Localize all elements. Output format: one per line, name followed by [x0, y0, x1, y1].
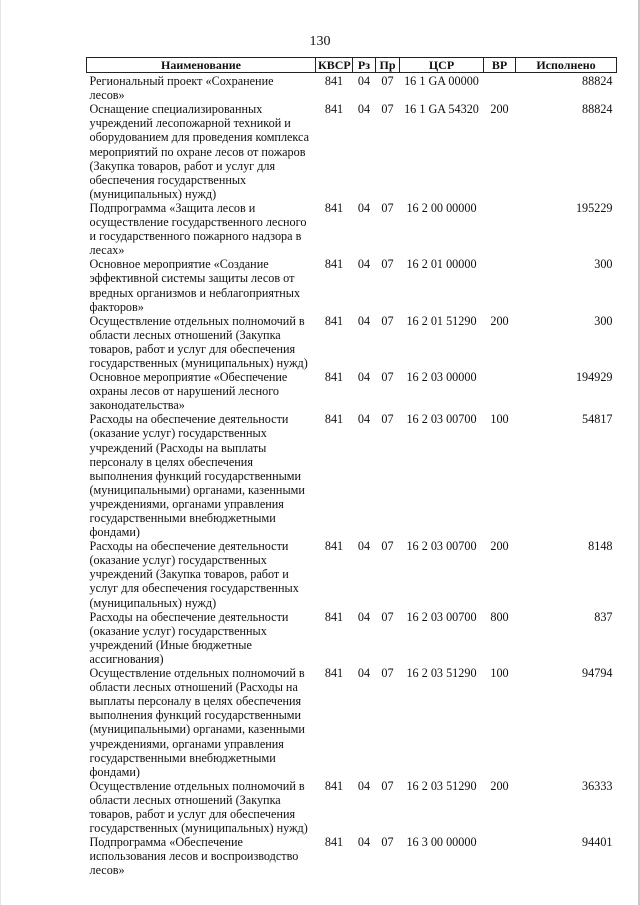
budget-table — [86, 57, 617, 877]
page-number: 130 — [309, 34, 331, 49]
cell-csr: 16 2 01 00000 — [406, 257, 477, 272]
cell-kvsr: 841 — [324, 257, 344, 272]
cell-name: Осуществление отдельных полномочий в области лесных отношений (Закупка товаров, работ и услуг для обеспечения государственных (муниципальных) нужд) — [89, 313, 308, 370]
cell-rz: 04 — [357, 313, 371, 328]
table-row — [87, 412, 617, 539]
cell-vr: 200 — [490, 102, 509, 117]
cell-kvsr: 841 — [324, 539, 344, 554]
cell-amount: 300 — [594, 313, 613, 328]
header-vr: ВР — [484, 58, 516, 73]
table-row — [87, 539, 617, 609]
header-name: Наименование — [87, 58, 316, 73]
cell-name: Осуществление отдельных полномочий в области лесных отношений (Расходы на выплаты персоналу в целях обеспечения выполнения функций государственными (муниципальными) органами, казенными учреждениями, органами управления государственными внебюджетными фондами) — [89, 666, 305, 779]
cell-vr — [484, 73, 516, 103]
cell-pr: 07 — [381, 74, 394, 89]
cell-pr: 07 — [381, 666, 394, 681]
header-amount: Исполнено — [516, 58, 617, 73]
cell-kvsr: 841 — [324, 200, 344, 215]
cell-kvsr: 841 — [324, 370, 344, 385]
table-row — [87, 201, 617, 257]
cell-name: Осуществление отдельных полномочий в области лесных отношений (Закупка товаров, работ и услуг для обеспечения государственных (муниципальных) нужд) — [89, 778, 308, 836]
cell-kvsr: 841 — [324, 74, 344, 89]
cell-name: Основное мероприятие «Обеспечение охраны лесов от нарушений лесного законодательства» — [89, 370, 288, 413]
cell-vr — [484, 835, 516, 877]
cell-rz: 04 — [357, 778, 371, 793]
cell-vr: 200 — [490, 313, 509, 328]
table-row — [87, 835, 617, 877]
cell-amount: 88824 — [582, 74, 613, 89]
cell-kvsr: 841 — [324, 102, 344, 117]
cell-vr: 200 — [490, 539, 509, 554]
cell-vr — [484, 370, 516, 412]
cell-rz: 04 — [357, 257, 371, 272]
cell-vr: 200 — [490, 778, 509, 793]
cell-rz: 04 — [357, 412, 371, 427]
cell-name: Подпрограмма «Обеспечение использования лесов и воспроизводство лесов» — [89, 835, 299, 878]
header-csr: ЦСР — [400, 58, 484, 73]
table-row — [87, 779, 617, 835]
cell-csr: 16 2 03 00700 — [406, 539, 477, 554]
table-body — [87, 73, 617, 878]
cell-kvsr: 841 — [324, 835, 344, 850]
cell-amount: 94401 — [582, 835, 613, 850]
cell-amount: 300 — [594, 257, 613, 272]
cell-amount: 54817 — [582, 412, 613, 427]
cell-pr: 07 — [381, 835, 394, 850]
cell-rz: 04 — [357, 835, 371, 850]
cell-csr: 16 1 GA 00000 — [404, 74, 479, 89]
cell-amount: 194929 — [575, 370, 613, 385]
header-pr: Пр — [376, 58, 400, 73]
table-row — [87, 610, 617, 666]
table-row — [87, 666, 617, 779]
cell-csr: 16 2 03 00700 — [406, 412, 477, 427]
cell-amount: 94794 — [582, 666, 613, 681]
cell-csr: 16 3 00 00000 — [406, 835, 477, 850]
cell-vr — [484, 201, 516, 257]
cell-vr: 800 — [490, 609, 509, 624]
cell-kvsr: 841 — [324, 778, 344, 793]
cell-rz: 04 — [357, 102, 371, 117]
scan-edge-left — [0, 0, 1, 905]
cell-vr: 100 — [490, 666, 509, 681]
cell-csr: 16 2 01 51290 — [406, 313, 477, 328]
header-kvsr: КВСР — [316, 58, 353, 73]
cell-csr: 16 2 00 00000 — [406, 200, 477, 215]
cell-pr: 07 — [381, 200, 394, 215]
cell-vr — [484, 257, 516, 313]
cell-pr: 07 — [381, 102, 394, 117]
cell-rz: 04 — [357, 609, 371, 624]
cell-csr: 16 2 03 51290 — [406, 778, 477, 793]
cell-csr: 16 1 GA 54320 — [404, 102, 479, 117]
cell-amount: 36333 — [582, 778, 613, 793]
cell-name: Расходы на обеспечение деятельности (оказание услуг) государственных учреждений (Иные бюджетные ассигнования) — [89, 609, 289, 666]
table-row — [87, 370, 617, 412]
cell-name: Оснащение специализированных учреждений лесопожарной техникой и оборудованием для проведения комплекса мероприятий по охране лесов от пожаров (Закупка товаров, работ и услуг для обеспечения государственных (муниципальных) нужд) — [89, 102, 310, 201]
table-row — [87, 314, 617, 370]
cell-pr: 07 — [381, 609, 394, 624]
cell-name: Основное мероприятие «Создание эффективной системы защиты лесов от вредных организмов и неблагоприятных факторов» — [89, 257, 301, 314]
cell-rz: 04 — [357, 539, 371, 554]
cell-amount: 195229 — [575, 200, 613, 215]
cell-rz: 04 — [357, 74, 371, 89]
cell-kvsr: 841 — [324, 609, 344, 624]
cell-amount: 837 — [594, 609, 613, 624]
table-row — [87, 102, 617, 201]
cell-kvsr: 841 — [324, 412, 344, 427]
cell-name: Региональный проект «Сохранение лесов» — [89, 74, 274, 103]
table-row — [87, 257, 617, 313]
cell-rz: 04 — [357, 200, 371, 215]
cell-name: Расходы на обеспечение деятельности (оказание услуг) государственных учреждений (Закупка товаров, работ и услуг для обеспечения государственных (муниципальных) нужд) — [89, 539, 299, 610]
table-header-row — [87, 58, 617, 73]
cell-amount: 88824 — [582, 102, 613, 117]
cell-kvsr: 841 — [324, 666, 344, 681]
cell-pr: 07 — [381, 412, 394, 427]
cell-pr: 07 — [381, 257, 394, 272]
cell-pr: 07 — [381, 778, 394, 793]
cell-name: Подпрограмма «Защита лесов и осуществление государственного лесного и государственного пожарного надзора в лесах» — [89, 200, 307, 258]
cell-csr: 16 2 03 51290 — [406, 666, 477, 681]
cell-pr: 07 — [381, 313, 394, 328]
cell-rz: 04 — [357, 666, 371, 681]
cell-csr: 16 2 03 00000 — [406, 370, 477, 385]
cell-amount: 8148 — [588, 539, 613, 554]
cell-rz: 04 — [357, 370, 371, 385]
header-rz: Рз — [353, 58, 376, 73]
cell-kvsr: 841 — [324, 313, 344, 328]
cell-csr: 16 2 03 00700 — [406, 609, 477, 624]
cell-name: Расходы на обеспечение деятельности (оказание услуг) государственных учреждений (Расходы на выплаты персоналу в целях обеспечения выполнения функций государственными (муниципальными) органами, казенными учреждениями, органами управления государственными внебюджетными фондами) — [89, 412, 305, 540]
cell-pr: 07 — [381, 370, 394, 385]
cell-pr: 07 — [381, 539, 394, 554]
cell-vr: 100 — [490, 412, 509, 427]
table-row — [87, 73, 617, 103]
